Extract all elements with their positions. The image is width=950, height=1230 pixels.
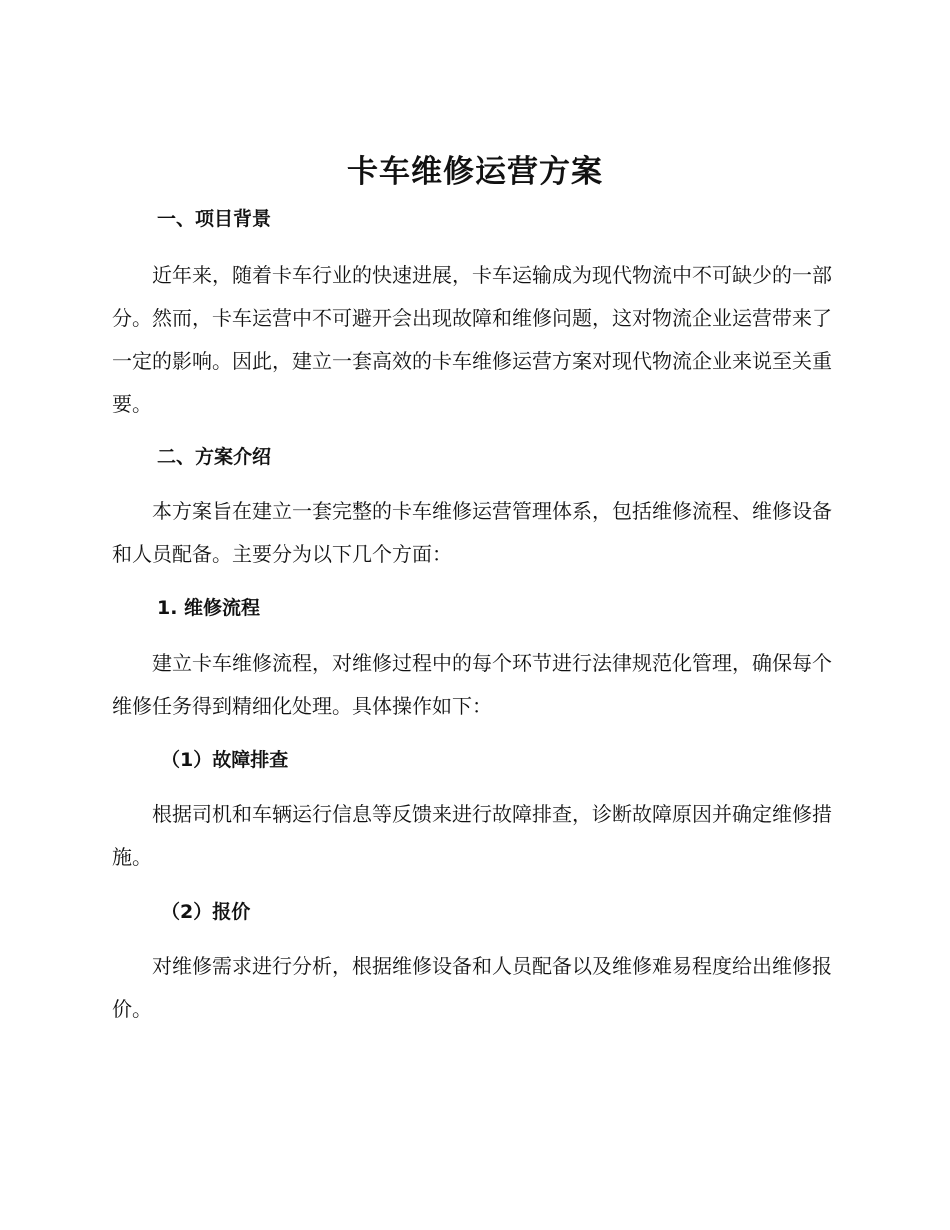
- paragraph-background: 近年来，随着卡车行业的快速进展，卡车运输成为现代物流中不可缺少的一部分。然而，卡车运营中不可避开会出现故障和维修问题，这对物流企业运营带来了一定的影响。因此，建立一套高效的卡车维修运营方案对现代物流企业来说至关重要。: [112, 263, 832, 416]
- section-heading-introduction: 二、方案介绍: [157, 446, 272, 468]
- item-heading-quotation: （2）报价: [161, 901, 251, 923]
- paragraph-introduction: 本方案旨在建立一套完整的卡车维修运营管理体系，包括维修流程、维修设备和人员配备。主要分为以下几个方面：: [112, 499, 832, 566]
- paragraph-quotation: 对维修需求进行分析，根据维修设备和人员配备以及维修难易程度给出维修报价。: [112, 954, 832, 1021]
- paragraph-fault-diagnosis: 根据司机和车辆运行信息等反馈来进行故障排查，诊断故障原因并确定维修措施。: [112, 802, 832, 869]
- paragraph-repair-process: 建立卡车维修流程，对维修过程中的每个环节进行法律规范化管理，确保每个维修任务得到精细化处理。具体操作如下：: [112, 651, 832, 718]
- section-heading-background: 一、项目背景: [157, 208, 272, 230]
- document-title: 卡车维修运营方案: [347, 154, 603, 190]
- subsection-heading-repair-process: 1. 维修流程: [157, 597, 261, 619]
- item-heading-fault-diagnosis: （1）故障排查: [161, 749, 289, 771]
